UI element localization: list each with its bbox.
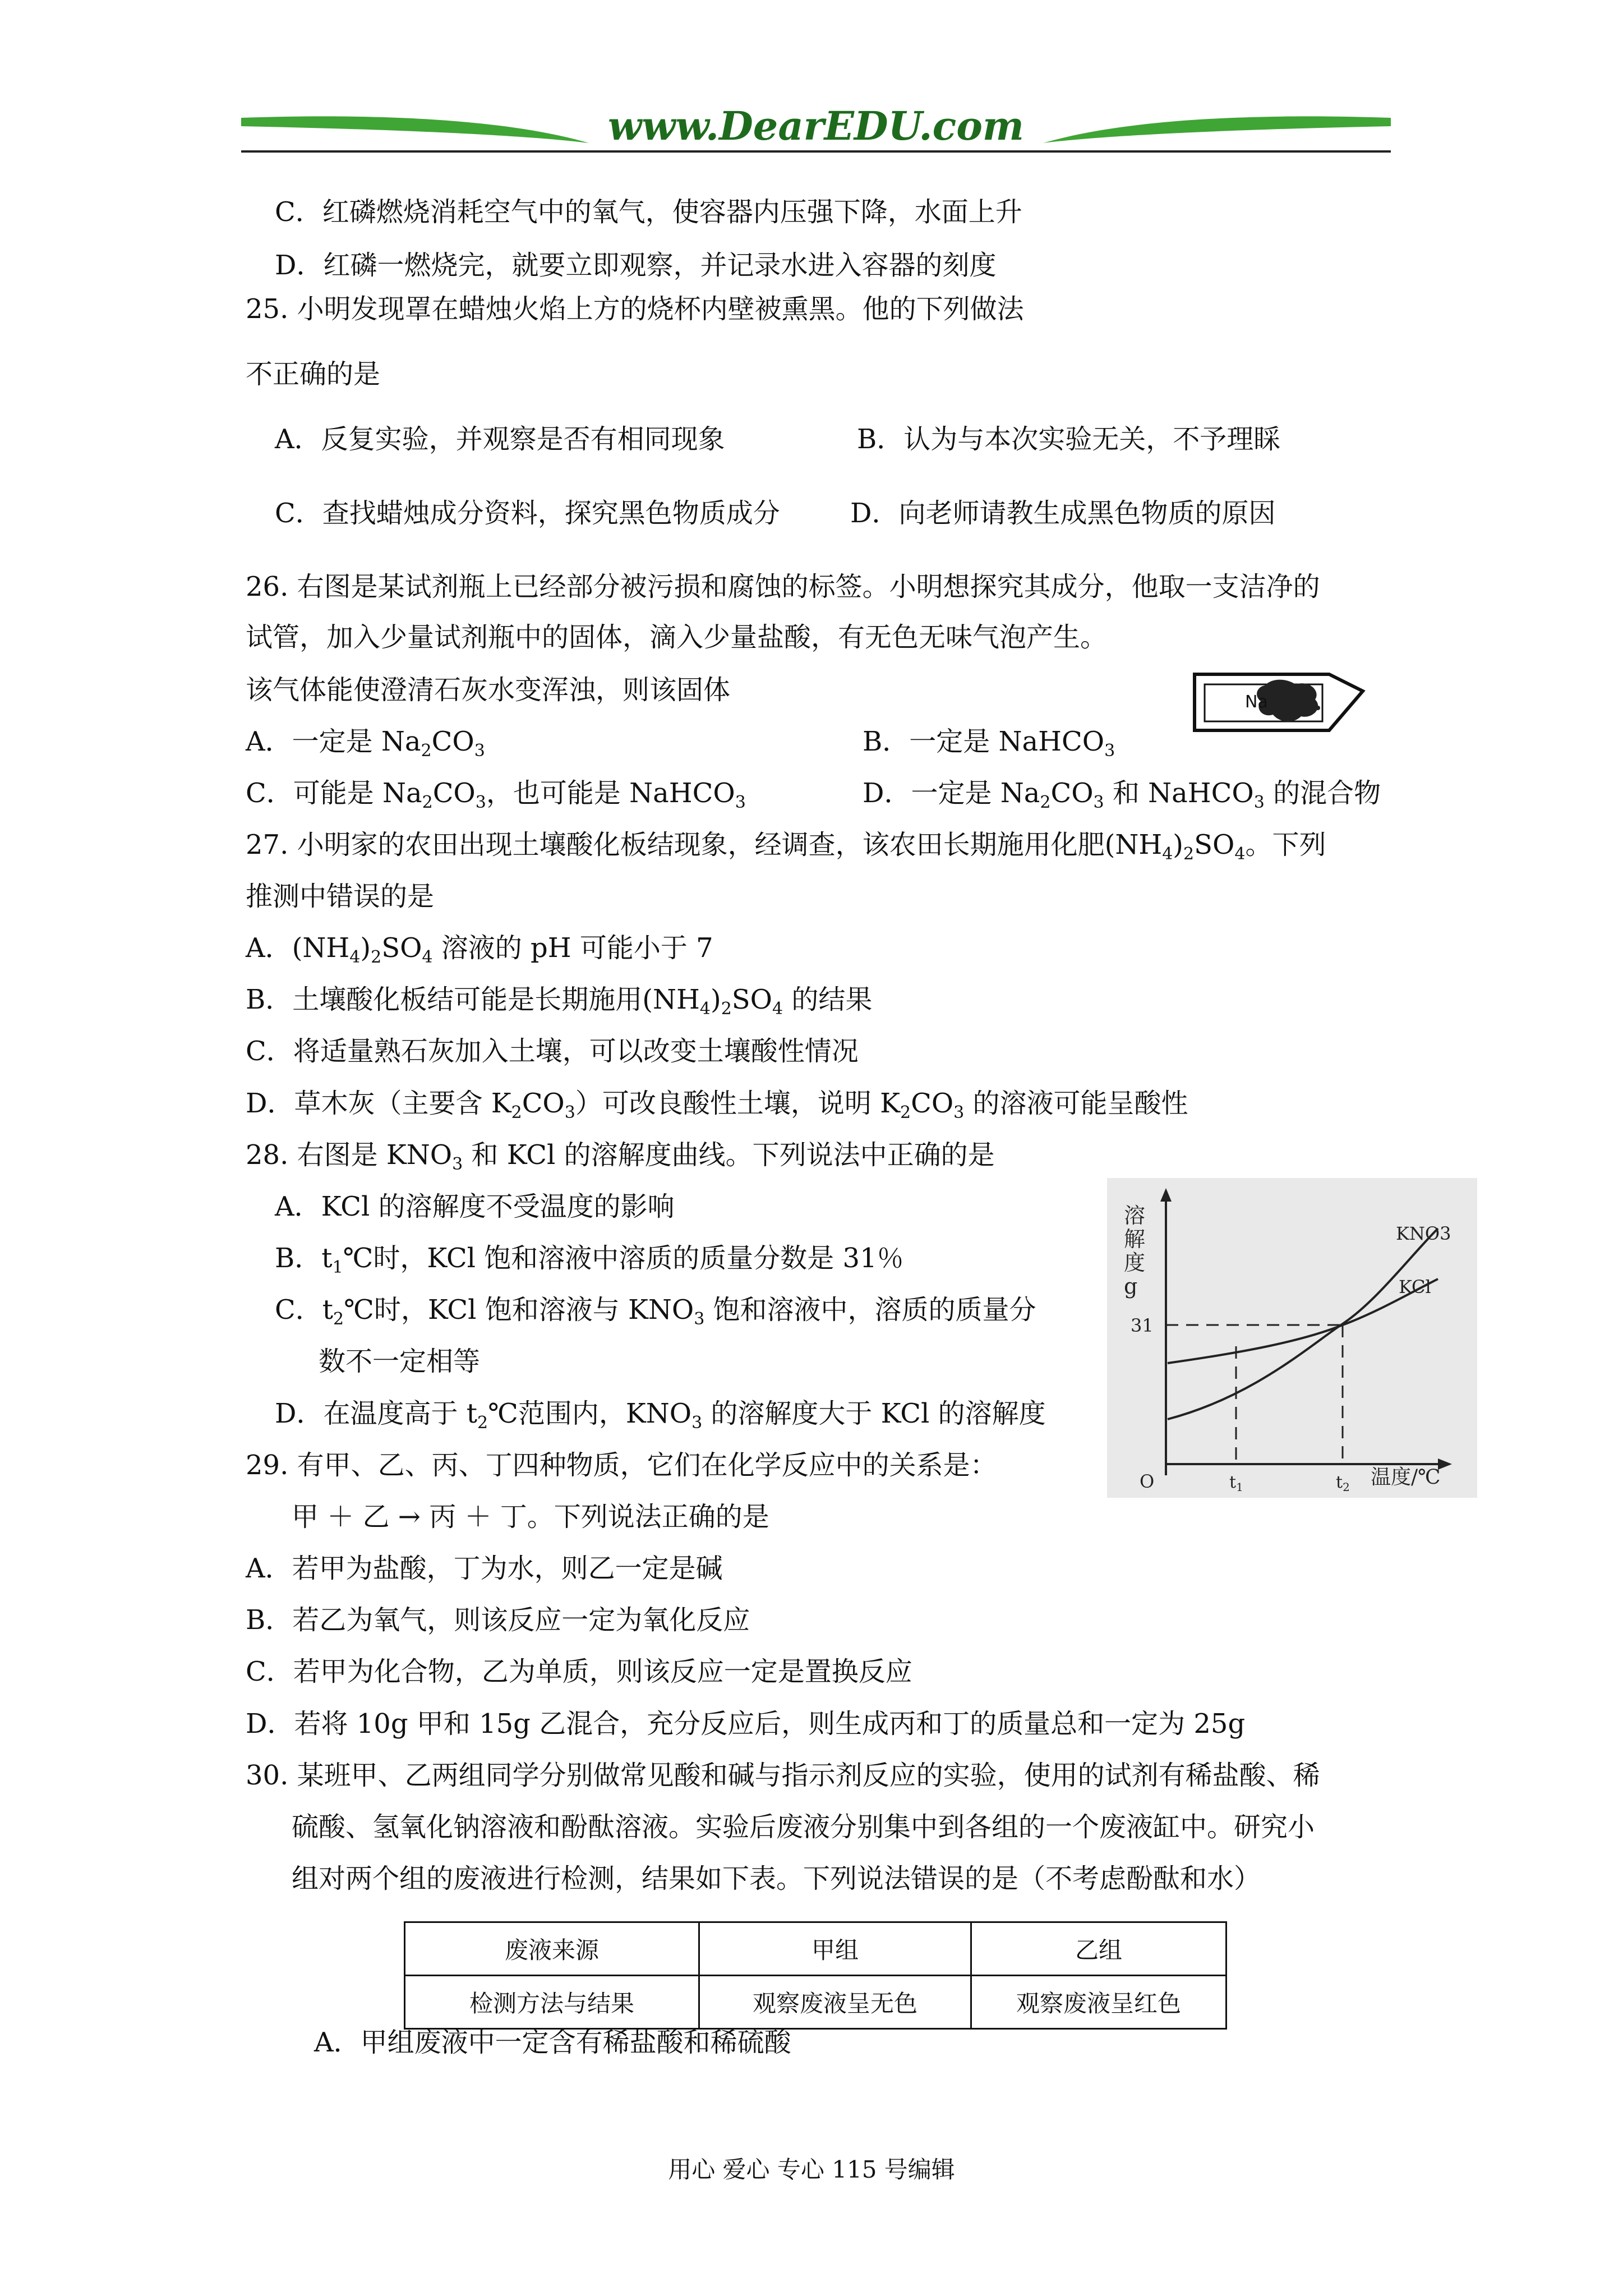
y-axis-label: 溶解度 g bbox=[1124, 1203, 1146, 1299]
text-line-l31: B．若乙为氧气，则该反应一定为氧化反应 bbox=[246, 1604, 750, 1636]
series-kno3-curve bbox=[1168, 1228, 1438, 1419]
solubility-chart-svg bbox=[1107, 1178, 1477, 1498]
text-line-l4: 不正确的是 bbox=[246, 358, 381, 390]
text-line-l26: 数不一定相等 bbox=[319, 1346, 481, 1377]
text-line-l11: 该气体能使澄清石灰水变浑浊，则该固体 bbox=[246, 674, 731, 706]
text-line-l28: 29. 有甲、乙、丙、丁四种物质，它们在化学反应中的关系是： bbox=[246, 1450, 997, 1481]
table-cell: 观察废液呈无色 bbox=[699, 1976, 971, 2029]
text-line-l29: 甲 ＋ 乙 → 丙 ＋ 丁。下列说法正确的是 bbox=[292, 1501, 769, 1533]
text-line-l19: B．土壤酸化板结可能是长期施用$(NH_4)_2SO_4$ 的结果 bbox=[246, 984, 873, 1019]
text-line-l35: 硫酸、氢氧化钠溶液和酚酞溶液。实验后废液分别集中到各组的一个废液缸中。研究小 bbox=[292, 1811, 1315, 1843]
text-line-l10: 试管，加入少量试剂瓶中的固体，滴入少量盐酸，有无色无味气泡产生。 bbox=[246, 622, 1108, 653]
text-line-l33: D．若将 10g 甲和 15g 乙混合，充分反应后，则生成丙和丁的质量总和一定为 25g bbox=[246, 1708, 1246, 1740]
text-line-l20: C．将适量熟石灰加入土壤，可以改变土壤酸性情况 bbox=[246, 1036, 859, 1067]
waste-liquid-table bbox=[404, 1921, 1227, 2030]
site-header-banner bbox=[241, 101, 1391, 163]
table-cell: 甲组 bbox=[699, 1922, 971, 1976]
solubility-chart bbox=[1107, 1178, 1477, 1498]
text-line-l34: 30. 某班甲、乙两组同学分别做常见酸和碱与指示剂反应的实验，使用的试剂有稀盐酸、稀 bbox=[246, 1760, 1320, 1791]
text-line-l6: B．认为与本次实验无关，不予理睬 bbox=[857, 424, 1281, 455]
series-kcl-curve bbox=[1168, 1279, 1438, 1363]
table-cell: 检测方法与结果 bbox=[405, 1976, 699, 2029]
reagent-label-drawing bbox=[1189, 669, 1368, 736]
text-line-l9: 26. 右图是某试剂瓶上已经部分被污损和腐蚀的标签。小明想探究其成分，他取一支洁净的 bbox=[246, 571, 1320, 602]
text-line-l14: C．可能是 $Na_2CO_3$，也可能是 NaHCO$_3$ bbox=[246, 777, 746, 812]
text-line-l16: 27. 小明家的农田出现土壤酸化板结现象，经调查，该农田长期施用化肥$(NH_4)_2SO_4$。下列 bbox=[246, 829, 1326, 864]
table-row bbox=[405, 1976, 1227, 2029]
legend-kno3: KNO3 bbox=[1396, 1223, 1451, 1244]
tick-label-t1: $t_1$ bbox=[1229, 1473, 1243, 1494]
text-line-l37: A．甲组废液中一定含有稀盐酸和稀硫酸 bbox=[314, 2027, 791, 2058]
table-cell: 乙组 bbox=[971, 1922, 1227, 1976]
text-line-l23: A．KCl 的溶解度不受温度的影响 bbox=[275, 1191, 675, 1222]
text-line-l32: C．若甲为化合物，乙为单质，则该反应一定是置换反应 bbox=[246, 1656, 912, 1687]
table-row bbox=[405, 1922, 1227, 1976]
table-cell: 观察废液呈红色 bbox=[971, 1976, 1227, 2029]
text-line-l12: A．一定是 $Na_2CO_3$ bbox=[246, 726, 485, 761]
text-line-l27: D．在温度高于 $t_2℃$范围内，$KNO_3$ 的溶解度大于 KCl 的溶解度 bbox=[275, 1398, 1046, 1433]
text-line-l21: D．草木灰（主要含 $K_2CO_3$）可改良酸性土壤，说明 $K_2CO_3$ 的溶液可能呈酸性 bbox=[246, 1088, 1188, 1122]
table-cell: 废液来源 bbox=[405, 1922, 699, 1976]
text-line-l5: A．反复实验，并观察是否有相同现象 bbox=[275, 424, 725, 455]
text-line-l25: C．$t_2℃$时，KCl 饱和溶液与 $KNO_3$ 饱和溶液中，溶质的质量分 bbox=[275, 1294, 1036, 1329]
text-line-l24: B．$t_1℃$时，KCl 饱和溶液中溶质的质量分数是 31％ bbox=[275, 1243, 904, 1277]
text-line-l15: D．一定是 $Na_2CO_3$ 和 NaHCO$_3$ 的混合物 bbox=[863, 777, 1381, 812]
text-line-l1: C．红磷燃烧消耗空气中的氧气，使容器内压强下降，水面上升 bbox=[275, 196, 1022, 228]
text-line-l7: C．查找蜡烛成分资料，探究黑色物质成分 bbox=[275, 498, 780, 529]
reagent-label-figure bbox=[1189, 669, 1368, 736]
x-axis-label: 温度/℃ bbox=[1371, 1466, 1441, 1489]
text-line-l36: 组对两个组的废液进行检测，结果如下表。下列说法错误的是（不考虑酚酞和水） bbox=[292, 1863, 1261, 1894]
legend-kcl: KCl bbox=[1399, 1276, 1431, 1297]
tick-label-31: 31 bbox=[1131, 1315, 1154, 1336]
text-line-l2: D．红磷一燃烧完，就要立即观察，并记录水进入容器的刻度 bbox=[275, 250, 997, 281]
y-axis-arrow bbox=[1160, 1188, 1172, 1202]
page-footer: 用心 爱心 专心 115 号编辑 bbox=[668, 2156, 955, 2183]
text-line-l13: B．一定是 NaHCO$_3$ bbox=[863, 726, 1115, 761]
text-line-l8: D．向老师请教生成黑色物质的原因 bbox=[850, 498, 1276, 529]
reagent-label-text: Na bbox=[1245, 692, 1268, 712]
text-line-l30: A．若甲为盐酸，丁为水，则乙一定是碱 bbox=[246, 1553, 723, 1584]
text-line-l18: A．$(NH_4)_2SO_4$ 溶液的 pH 可能小于 7 bbox=[246, 932, 713, 967]
text-line-l3: 25. 小明发现罩在蜡烛火焰上方的烧杯内壁被熏黑。他的下列做法 bbox=[246, 293, 1024, 325]
tick-label-t2: $t_2$ bbox=[1336, 1473, 1350, 1494]
text-line-l22: 28. 右图是 $KNO_3$ 和 KCl 的溶解度曲线。下列说法中正确的是 bbox=[246, 1139, 995, 1174]
origin-label: O bbox=[1140, 1471, 1155, 1492]
text-line-l17: 推测中错误的是 bbox=[246, 881, 435, 912]
site-title: www.DearEDU.com bbox=[607, 103, 1024, 149]
